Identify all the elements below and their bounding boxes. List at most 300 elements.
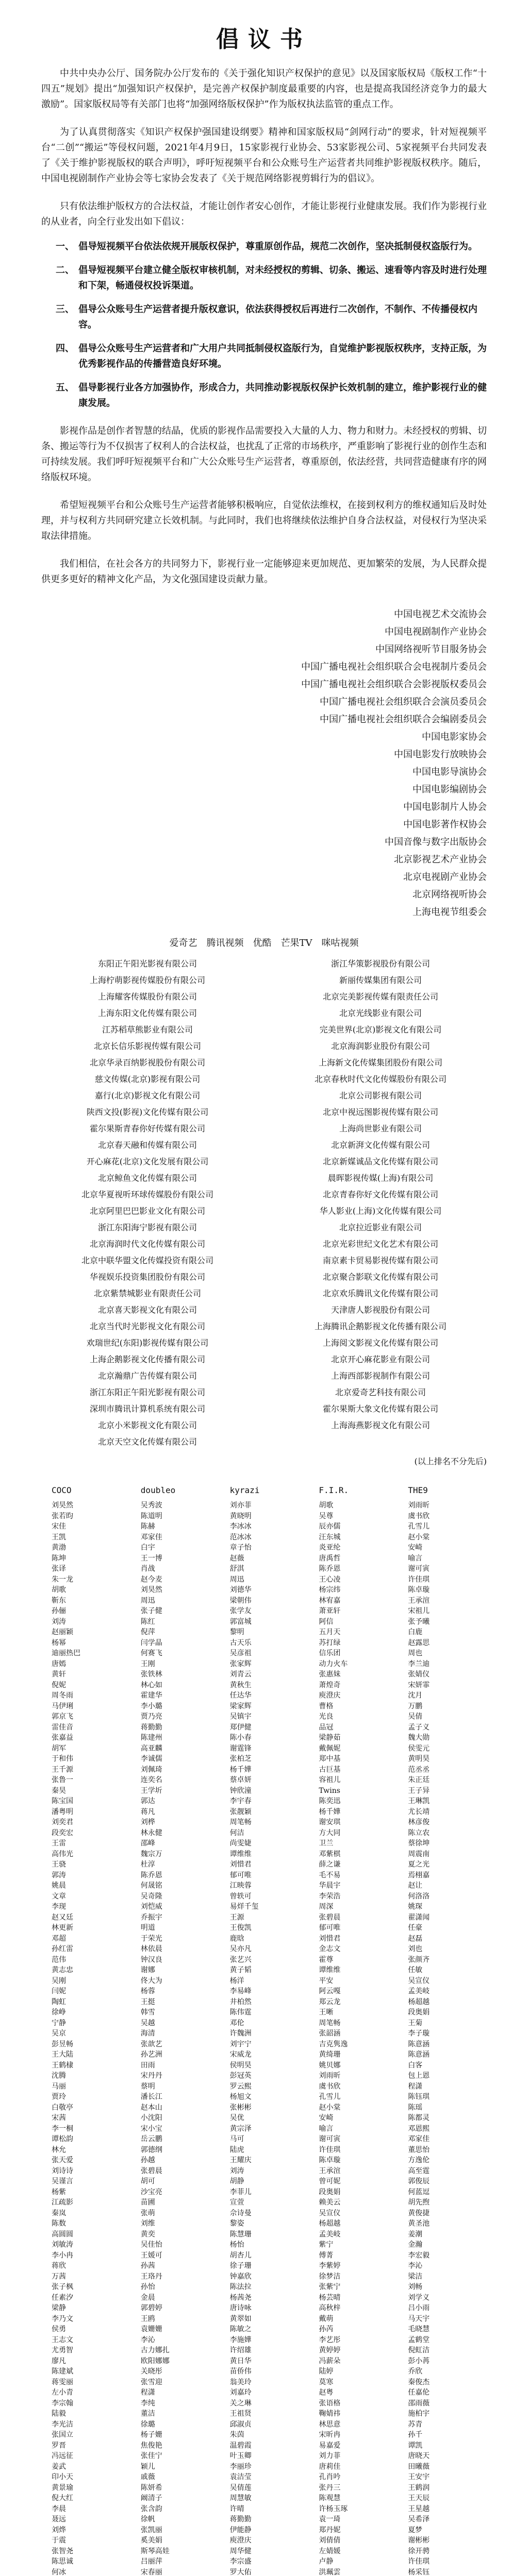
company-signer: 陕西文投(影视)文化传媒有限公司 — [86, 1107, 209, 1117]
signer-name: 吴优 — [229, 2114, 244, 2122]
signer-name: 张鲁一 — [52, 1776, 73, 1784]
signer-name: 杨怡 — [229, 2241, 244, 2249]
signer-name: 邓恩熙 — [408, 2124, 430, 2133]
signer-name: 谭松韵 — [52, 2135, 73, 2143]
signer-name: 徐开骋 — [408, 2547, 430, 2555]
signer-name: 蒋勤勤 — [229, 2515, 252, 2523]
signer-name: 杨紫 — [52, 2188, 66, 2196]
company-signer: 北京开心麻花影业有限公司 — [331, 1354, 430, 1364]
signer-name: 钟汉良 — [140, 1955, 162, 1964]
signer-name: 颖儿 — [140, 2462, 155, 2471]
signer-association: 中国电影发行放映协会 — [394, 749, 487, 760]
signer-name: 张惠妹 — [319, 1670, 341, 1679]
signer-name: 魏宗万 — [140, 1850, 162, 1858]
company-signer: 北京中联华盟文化传媒投资有限公司 — [81, 1256, 213, 1265]
signer-name: 陈卓璇 — [408, 1586, 430, 1594]
signer-name: 赵本山 — [140, 2103, 162, 2112]
signer-name: 虞书欣 — [408, 1512, 430, 1520]
signer-name: 姚晨 — [52, 1882, 66, 1890]
signer-name: 唐晓天 — [408, 2452, 430, 2460]
signer-name: 张智尧 — [52, 2547, 73, 2555]
signer-name: 孙艺洲 — [140, 2050, 162, 2059]
company-signer: 天津唐人影视股份有限公司 — [331, 1305, 430, 1315]
company-signer: 华人影业(上海)文化传媒有限公司 — [319, 1206, 442, 1216]
signer-name: 白宇 — [140, 1544, 155, 1552]
signer-name: 关之琳 — [229, 2399, 252, 2408]
signer-name: 陈建斌 — [52, 2367, 73, 2376]
company-signer: 上海海燕影视文化有限公司 — [331, 1420, 430, 1430]
signer-name: 刘畅 — [408, 2283, 423, 2291]
signer-name: 秦岚 — [52, 2209, 66, 2217]
company-signer: 北京鲸鱼文化传媒有限公司 — [97, 1173, 197, 1183]
signer-name: 聂远 — [52, 2515, 66, 2523]
signer-name: 侯明昊 — [229, 2061, 252, 2070]
signer-name: 陈意涵 — [408, 2040, 430, 2048]
signer-name: 辰亦儒 — [319, 1522, 341, 1531]
signer-name: 李一桐 — [52, 2124, 73, 2133]
signer-name: 林允 — [52, 2145, 66, 2154]
signer-name: 迪丽热巴 — [52, 1649, 80, 1657]
signer-name: 薛之谦 — [319, 1860, 341, 1869]
signer-name: 董洁 — [140, 2410, 155, 2418]
signer-name: 闫学晶 — [140, 1638, 162, 1647]
signer-name: 连奕名 — [140, 1776, 162, 1784]
signer-name: 周也 — [408, 1649, 423, 1657]
signer-name: 李沁 — [408, 2262, 423, 2270]
company-signer: 嘉行(北京)影视文化有限公司 — [94, 1091, 201, 1100]
signer-name: 陈慧珊 — [229, 2230, 252, 2239]
signer-name: 平安 — [319, 1976, 334, 1985]
company-signers — [41, 957, 487, 1449]
signer-name: 罗云熙 — [229, 2082, 252, 2091]
company-signer: 南京素卡贸易影视传媒有限公司 — [322, 1256, 438, 1265]
company-signer: 浙江东阳海宁影视有限公司 — [97, 1223, 197, 1232]
signer-name: 赵粤 — [319, 2388, 334, 2397]
signer-name: 舒淇 — [229, 1565, 244, 1573]
signer-name: 陈瑶 — [408, 2103, 423, 2112]
signer-name: 方逸伦 — [408, 2156, 430, 2164]
company-signer: 开心麻花(北京)文化发展有限公司 — [86, 1157, 209, 1166]
signer-name: 孔雪儿 — [319, 2093, 341, 2101]
signer-name: 徐梦洁 — [319, 2272, 341, 2281]
signer-name: 汪东城 — [319, 1533, 341, 1541]
signer-name: 戚薇 — [140, 2473, 155, 2481]
signer-name: 何洛洛 — [408, 1892, 430, 1901]
signer-name: 孙茜 — [140, 2262, 155, 2270]
signer-name: 夏梦 — [408, 2526, 423, 2534]
signer-name: 任敏 — [408, 1966, 423, 1974]
signer-name: 田雨 — [140, 2061, 155, 2070]
name-column — [398, 1500, 487, 2576]
signer-name: 孙红雷 — [52, 1945, 73, 1953]
signer-name: 陶虹 — [52, 1997, 66, 2006]
company-signer: 欢瑞世纪(东阳)影视传媒有限公司 — [86, 1338, 209, 1348]
signer-name: 张柏芝 — [229, 1755, 252, 1763]
signer-name: 孙怡 — [140, 2283, 155, 2291]
signer-name: 黄日华 — [229, 2357, 252, 2365]
signer-name: 王俊凯 — [229, 1924, 252, 1932]
signer-name: 黄绮珊 — [319, 2050, 341, 2059]
signer-name: 倪萍 — [140, 1628, 155, 1636]
signer-name: 蒋欣 — [52, 2262, 66, 2270]
signer-name: 李乃文 — [52, 2314, 73, 2323]
signer-name: 王星越 — [408, 2504, 430, 2513]
signer-name: 黄俊捷 — [408, 2209, 430, 2217]
signer-association: 中国网络视听节目服务协会 — [375, 644, 487, 655]
signer-name: 高亚麟 — [140, 1744, 162, 1753]
signer-name: 黄轩 — [52, 1670, 66, 1679]
intro-paragraph-3: 只有依法维护版权方的合法权益，才能让创作者安心创作，才能让影视行业健康发展。我们作为影视行业的从业者，向全行业发出如下倡议： — [41, 201, 487, 227]
signer-name: 庾澄庆 — [319, 1691, 341, 1700]
signer-name: 李宗盛 — [229, 2557, 252, 2566]
intro-paragraph-2: 为了认真贯彻落实《知识产权保护强国建设纲要》精神和国家版权局“剑网行动”的要求，针对短视频平台“二创”“搬运”等侵权问题，2021年4月9日，15家影视行业协会、53家影视公司、5家视频平台共同发表了《关于维护影视版权的联合声明》，呼吁短视频平台和公众账号生产运营者共同维护影视版权秩序。随后，中国电视剧制作产业协会等七家协会发表了《关于规范网络影视剪辑行为的倡议》。 — [41, 127, 487, 184]
signer-name: 孟子义 — [408, 1723, 430, 1732]
signer-name: 程潇 — [408, 2082, 423, 2091]
platform-signers: 爱奇艺 腾讯视频 优酷 芒果TV 咪咕视频 — [169, 938, 359, 948]
signer-name: 何冰 — [52, 2568, 66, 2576]
signer-name: 唐嫣 — [52, 1659, 66, 1668]
signer-association: 中国广播电视社会组织联合会演员委员会 — [320, 697, 487, 707]
signer-association: 中国电影著作权协会 — [403, 819, 487, 830]
signer-name: 陈法拉 — [229, 2283, 252, 2291]
signer-name: 刘雨昕 — [408, 1501, 430, 1510]
signer-name: 左小青 — [52, 2388, 73, 2397]
signer-name: 谢彬彬 — [408, 2536, 430, 2545]
signer-name: 何蓝逗 — [408, 2188, 430, 2196]
signer-name: 蒋勤勤 — [140, 1723, 162, 1732]
signer-name: 海清 — [140, 2029, 155, 2038]
signer-name: 徐璐 — [140, 2420, 155, 2429]
company-signer: 北京长信乐影视传媒有限公司 — [93, 1041, 201, 1051]
signer-name: 刘力菲 — [319, 2452, 341, 2460]
signer-association: 中国广播电视社会组织联合会编剧委员会 — [320, 714, 487, 725]
signer-name: 林永健 — [140, 1828, 162, 1837]
signer-name: 马丽 — [52, 2082, 66, 2091]
signer-name: 杨芸晴 — [319, 2293, 341, 2302]
signer-name: 白敬亭 — [52, 2103, 73, 2112]
signer-name: 赵今麦 — [140, 1575, 162, 1584]
signer-name: 宋春丽 — [140, 2568, 162, 2576]
signer-name: 吴希泽 — [408, 2515, 430, 2523]
signer-name: 杨超越 — [319, 2219, 341, 2228]
signer-name: 古力娜扎 — [140, 2346, 170, 2354]
signer-name: 胡歌 — [52, 1586, 66, 1594]
signer-name: 李荣浩 — [319, 1892, 341, 1901]
signer-name: 吕丽萍 — [140, 2557, 162, 2566]
company-signer: 北京光彩世纪文化艺术有限公司 — [322, 1239, 438, 1249]
signer-name: 印小天 — [52, 2473, 73, 2481]
signer-name: 叶玉卿 — [229, 2452, 252, 2460]
company-signer: 北京爱奇艺科技有限公司 — [335, 1387, 426, 1397]
signer-name: 周深 — [319, 1903, 334, 1911]
signer-name: 郭富城 — [229, 1617, 252, 1626]
proposal-list — [41, 239, 487, 411]
signer-name: 张艺兴 — [229, 1955, 252, 1964]
individual-signers — [41, 1500, 487, 2576]
signer-name: 郑丹妮 — [319, 2526, 341, 2534]
signer-name: 易烊千玺 — [229, 1903, 259, 1911]
company-signer: 北京中视远图影视传媒有限公司 — [322, 1107, 438, 1117]
signer-name: 王祖贤 — [229, 2410, 252, 2418]
signer-name: 陈都灵 — [408, 2114, 430, 2122]
signer-name: 庾澄庆 — [229, 2536, 252, 2545]
signer-name: 王珞丹 — [140, 2272, 162, 2281]
signer-name: 鞠婧祎 — [319, 2410, 341, 2418]
signer-name: 陈赫 — [140, 1522, 155, 1531]
signer-association: 中国电影制片人协会 — [403, 802, 487, 812]
signer-name: 张碧晨 — [140, 2166, 162, 2175]
signer-name: 王鸥 — [140, 2314, 155, 2323]
signer-name: 秦俊杰 — [408, 2378, 430, 2386]
company-signer: 上海阅文影视文化传媒有限公司 — [322, 1338, 438, 1348]
company-signer: 霍尔果斯青春你好传媒有限公司 — [89, 1124, 205, 1133]
signer-association: 北京网络视听协会 — [412, 889, 487, 900]
signer-name: 佘诗曼 — [229, 2209, 252, 2217]
signer-name: 朱一龙 — [52, 1575, 73, 1584]
signer-name: 梁洁 — [408, 2272, 423, 2281]
signer-association: 北京电视剧产业协会 — [403, 872, 487, 883]
signer-name: 陈道明 — [140, 1512, 162, 1520]
signer-association: 上海电视节组委会 — [412, 907, 487, 918]
signer-name: 田曦薇 — [408, 2462, 430, 2471]
signer-name: 张靓颖 — [229, 1807, 252, 1816]
signer-name: 包上恩 — [408, 2072, 430, 2080]
signer-name: 李晨 — [52, 2504, 66, 2513]
company-signer: 慈文传媒(北京)影视有限公司 — [94, 1074, 201, 1084]
signer-name: 于和伟 — [52, 1755, 73, 1763]
signer-name: 李诚儒 — [140, 1755, 162, 1763]
signer-name: 欧阳娜娜 — [140, 2357, 170, 2365]
signer-name: 孙俪 — [52, 1607, 66, 1615]
signer-name: 谢可寅 — [319, 2135, 341, 2143]
signer-name: 王媛可 — [140, 2251, 162, 2260]
signer-name: 沙宝亮 — [140, 2188, 162, 2196]
signer-name: 宋茜 — [52, 2114, 66, 2122]
signer-name: 陈伟霆 — [229, 2008, 252, 2016]
signer-name: 李艺彤 — [319, 2335, 341, 2344]
signer-name: 萧煌奇 — [319, 1681, 341, 1689]
company-signer: 上海尚世影业有限公司 — [339, 1124, 422, 1133]
signer-association: 中国电影编剧协会 — [412, 784, 487, 795]
signer-name: 黄子韬 — [229, 1966, 252, 1974]
signer-name: 钟嘉欣 — [229, 2272, 252, 2281]
signer-name: 罗晋 — [52, 2441, 66, 2450]
signer-name: 吴宣仪 — [408, 1976, 430, 1985]
signer-name: 刘学义 — [408, 2293, 430, 2302]
signer-name: 夏之光 — [408, 1860, 430, 1869]
signer-name: 陈钰琪 — [408, 2093, 430, 2101]
signer-name: 郑云龙 — [319, 1997, 341, 2006]
proposal-item: 五、 倡导影视行业各方加强协作，形成合力，共同推动影视版权保护长效机制的建立，维护影视行业的健康发展。 — [56, 382, 487, 409]
signer-name: 赵磊 — [408, 1934, 423, 1943]
signer-name: 谭维维 — [229, 1850, 252, 1858]
signer-name: 张雪迎 — [140, 2378, 162, 2386]
company-signer: 北京喜天影视文化有限公司 — [97, 1305, 197, 1315]
signer-name: 沈腾 — [52, 2072, 66, 2080]
signer-name: 信乐团 — [319, 1649, 341, 1657]
signer-name: 陈卓璇 — [319, 2156, 341, 2164]
signer-name: 王凯 — [52, 1533, 66, 1541]
signer-name: 周震南 — [408, 1850, 430, 1858]
signer-name: 李宇春 — [229, 1797, 252, 1805]
name-column — [308, 1500, 398, 2576]
signer-name: 阿信 — [319, 1617, 334, 1626]
signer-name: 刘雨昕 — [319, 2072, 341, 2080]
signer-name: 卫兰 — [319, 1839, 334, 1848]
name-column-header: COCO — [52, 1485, 72, 1495]
signer-name: 张丹三 — [319, 2483, 341, 2492]
signer-name: 容祖儿 — [319, 1776, 341, 1784]
signer-name: 唐禹哲 — [319, 1554, 341, 1563]
signer-name: 陆婷 — [319, 2367, 334, 2376]
signer-name: 陈立农 — [408, 1828, 430, 1837]
signer-name: 陈坤 — [52, 1554, 66, 1563]
signer-name: 姚琛 — [408, 1903, 423, 1911]
signer-name: 周迅 — [229, 1575, 244, 1584]
signer-name: 李子璇 — [408, 2029, 430, 2038]
signer-name: 蔡卓妍 — [229, 1776, 252, 1784]
signer-name: 许魏洲 — [229, 2029, 252, 2038]
signer-name: 杨旭文 — [229, 2093, 252, 2101]
signer-name: 文章 — [52, 1892, 66, 1901]
company-signer: 北京欢乐腾讯文化传媒有限公司 — [322, 1289, 438, 1298]
company-signer: 江苏稻草熊影业有限公司 — [102, 1025, 193, 1035]
signer-name: 谭维维 — [319, 1966, 341, 1974]
signer-name: 李宗翰 — [52, 2399, 73, 2408]
company-signer: 北京华夏视听环球传媒股份有限公司 — [81, 1190, 213, 1199]
signer-name: 安崎 — [408, 1544, 423, 1552]
signer-name: 炎亚纶 — [319, 1544, 341, 1552]
signer-name: 王安宇 — [408, 2473, 430, 2481]
signer-name: 周迅 — [140, 1596, 155, 1605]
signer-name: 侯雯元 — [408, 1744, 430, 1753]
signer-name: 焉栩嘉 — [408, 1871, 430, 1879]
name-column-header: F.I.R. — [319, 1485, 349, 1495]
signer-name: 陈数 — [52, 2219, 66, 2228]
signer-name: 刘惜君 — [229, 1860, 252, 1869]
signer-name: 谢娜 — [140, 1966, 155, 1974]
signer-name: 冯薪朵 — [319, 2357, 341, 2365]
signer-name: 陈奕迅 — [319, 1797, 341, 1805]
signer-association: 北京影视艺术产业协会 — [394, 854, 487, 865]
signer-name: 苗圃 — [140, 2198, 155, 2207]
company-signer: 北京瀚鼎广告传媒有限公司 — [97, 1371, 197, 1381]
signer-name: 蔡明 — [140, 2082, 155, 2091]
signer-name: 宋妍霏 — [408, 1681, 430, 1689]
name-column — [130, 1500, 220, 2576]
signer-name: 黄晓明 — [229, 1512, 252, 1520]
company-signer: 华视娱乐投资集团股份有限公司 — [89, 1272, 205, 1282]
signer-name: 袁洁莹 — [229, 2473, 252, 2481]
signer-name: 杨千嬅 — [229, 1765, 252, 1774]
signer-name: 于荣光 — [140, 1934, 162, 1943]
signer-name: 黄明昊 — [408, 1755, 430, 1763]
signer-name: 张佳宁 — [140, 2452, 162, 2460]
signer-name: 斯琴高娃 — [140, 2547, 170, 2555]
signer-name: 张家辉 — [229, 1659, 252, 1668]
signer-name: 曹格 — [319, 1702, 334, 1710]
signer-name: 潘长江 — [140, 2093, 162, 2101]
signer-name: 黄圣池 — [408, 2219, 430, 2228]
signer-name: 程潇 — [140, 2388, 155, 2397]
company-signer: 北京海润影业股份有限公司 — [331, 1041, 430, 1051]
signer-name: 古天乐 — [229, 1638, 252, 1647]
signer-name: 郁可唯 — [229, 1871, 252, 1879]
signer-name: 侯勇 — [52, 2325, 66, 2333]
signer-name: 刘昊然 — [52, 1501, 73, 1510]
signer-name: 刘嘉玲 — [229, 2388, 252, 2397]
company-signer: 上海耀客传媒股份有限公司 — [97, 992, 197, 1002]
signer-name: 许佳琪 — [408, 1575, 430, 1584]
signer-name: 张碧晨 — [319, 1913, 341, 1922]
signer-name: 黎姿 — [229, 2219, 244, 2228]
signer-name: 陆虎 — [229, 2145, 244, 2154]
signer-name: 许杨玉琢 — [319, 2504, 348, 2513]
company-signer: 上海腾讯企鹅影视文化传播有限公司 — [314, 1321, 447, 1331]
signer-name: 王雷 — [52, 1839, 66, 1848]
signer-name: 易嘉爱 — [319, 2441, 341, 2450]
signer-name: 吴秀波 — [140, 1501, 162, 1510]
signer-name: 许佳琪 — [319, 2145, 341, 2154]
signer-name: 周冬雨 — [52, 1691, 73, 1700]
signer-name: 孙越 — [140, 2156, 155, 2164]
signer-name: 刘涛 — [52, 1617, 66, 1626]
intro-paragraph-1: 中共中央办公厅、国务院办公厅发布的《关于强化知识产权保护的意见》以及国家版权局《版权工作“十四五”规划》提出“加强知识产权保护，是完善产权保护制度最重要的内容，也是提高我国经济竞争力的最大激励”。国家版权局等有关部门也将“加强网络版权保护”作为版权执法监管的重点工作。 — [41, 68, 487, 110]
signer-name: Twins — [319, 1786, 340, 1795]
signer-name: 朱正廷 — [408, 1776, 430, 1784]
signer-name: 李小冉 — [52, 2251, 73, 2260]
signer-name: 赵丽颖 — [52, 1628, 73, 1636]
signer-name: 赖美云 — [319, 2198, 341, 2207]
company-signer: 浙江华策影视股份有限公司 — [331, 959, 430, 969]
signer-name: 郭涛 — [52, 1871, 66, 1879]
signer-name: 吴倩莲 — [229, 2483, 252, 2492]
company-order-note: (以上排名不分先后) — [414, 1456, 487, 1466]
signer-name: 万茜 — [52, 2272, 66, 2281]
signer-name: 张韶涵 — [319, 2029, 341, 2038]
signer-name: 任豪 — [408, 1924, 423, 1932]
signer-name: 王承渲 — [319, 2166, 341, 2175]
company-signer: 北京完美影视传媒有限责任公司 — [322, 992, 438, 1002]
signer-name: 郑伊健 — [229, 1723, 252, 1732]
signer-name: 宋威龙 — [229, 2050, 252, 2059]
signer-name: 冯远征 — [52, 2452, 73, 2460]
signer-associations — [41, 606, 487, 921]
signer-name: 袁姗姗 — [140, 2325, 162, 2333]
signer-name: 任嘉伦 — [408, 2388, 430, 2397]
signer-name: 黄秋生 — [229, 1681, 252, 1689]
signer-name: 胡可 — [140, 2177, 155, 2185]
signer-name: 刘涛 — [229, 2166, 244, 2175]
signer-name: 张凯丽 — [140, 2526, 162, 2534]
signer-name: 张婧仪 — [408, 1670, 430, 1679]
signer-name: 李紫婷 — [319, 2262, 341, 2270]
proposal-item: 二、 倡导短视频平台建立健全版权审核机制，对未经授权的剪辑、切条、搬运、速看等内容及时进行处理和下架，畅通侵权投诉渠道。 — [56, 265, 487, 291]
signer-name: 关晓彤 — [140, 2367, 162, 2376]
company-signer: 北京春天融和传媒有限公司 — [97, 1140, 197, 1150]
signer-name: 罗大佑 — [229, 2568, 252, 2576]
signer-name: 王学圻 — [140, 1786, 162, 1795]
company-signer: 深圳市腾讯计算机系统有限公司 — [89, 1404, 205, 1414]
signer-name: 江映蓉 — [229, 1882, 252, 1890]
signer-name: 乔振宇 — [140, 1913, 162, 1922]
signer-name: 毛不易 — [319, 1871, 341, 1879]
signer-name: 动力火车 — [319, 1659, 348, 1668]
signer-association: 中国广播电视社会组织联合会电视制片委员会 — [301, 662, 487, 672]
signer-name: 明道 — [140, 1924, 155, 1932]
signer-name: 吴宣仪 — [319, 2209, 341, 2217]
company-signer: 完美世界(北京)影视文化有限公司 — [319, 1025, 442, 1035]
